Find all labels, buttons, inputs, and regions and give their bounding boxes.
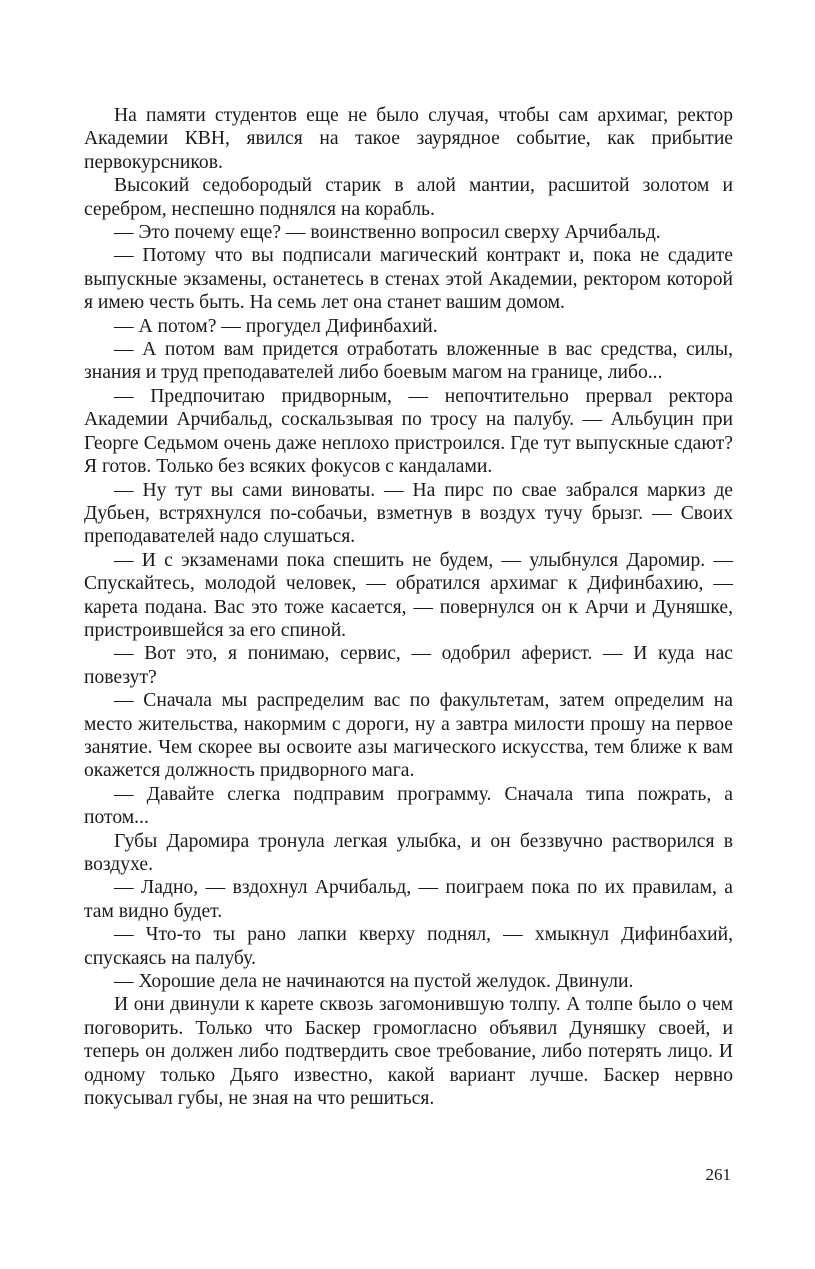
paragraph-14: — Ладно, — вздохнул Арчибальд, — поиграем пока по их правилам, а там видно будет. [84,877,733,922]
paragraph-7: — Предпочитаю придворным, — непочтительно прервал ректора Академии Арчибальд, соскальзывая по тросу на палубу. — Альбуцин при Георге Седьмом очень даже неплохо пристроился. Где тут выпускные сдают? Я готов. Только без всяких фокусов с кандалами. [84,385,733,478]
paragraph-2: Высокий седобородый старик в алой мантии, расшитой золотом и серебром, неспешно поднялся на корабль. [84,175,733,220]
paragraph-11: — Сначала мы распределим вас по факультетам, затем определим на место жительства, накормим с дороги, ну а завтра милости прошу на первое занятие. Чем скорее вы освоите азы магического искусства, тем ближе к вам окажется должность придворного мага. [84,690,733,782]
paragraph-3: — Это почему еще? — воинственно вопросил сверху Арчибальд. [114,222,661,244]
paragraph-4: — Потому что вы подписали магический контракт и, пока не сдадите выпускные экзамены, останетесь в стенах этой Академии, ректором которой я имею честь быть. На семь лет она станет вашим домом. [84,245,733,314]
paragraph-5: — А потом? — прогудел Дифинбахий. [114,315,438,337]
paragraph-15: — Что-то ты рано лапки кверху поднял, — хмыкнул Дифинбахий, спускаясь на палубу. [84,924,733,969]
paragraph-17: И они двинули к карете сквозь загомонившую толпу. А толпе было о чем поговорить. Только что Баскер громогласно объявил Дуняшку своей, и теперь он должен либо подтвердить свое требование, либо потерять лицо. И одному только Дьяго известно, какой вариант лучше. Баскер нервно покусывал губы, не зная на что решиться. [84,994,733,1110]
body-text [84,104,733,1110]
paragraph-16: — Хорошие дела не начинаются на пустой желудок. Двинули. [114,971,634,993]
page-number: 261 [705,1165,731,1184]
paragraph-8: — Ну тут вы сами виноваты. — На пирс по свае забрался маркиз де Дубьен, встряхнулся по-собачьи, взметнув в воздух тучу брызг. — Своих преподавателей надо слушаться. [84,479,733,548]
paragraph-12: — Давайте слегка подправим программу. Сначала типа пожрать, а потом... [84,783,733,829]
paragraph-10: — Вот это, я понимаю, сервис, — одобрил аферист. — И куда нас повезут? [84,643,733,688]
paragraph-1: На памяти студентов еще не было случая, чтобы сам архимаг, ректор Академии КВН, явился на такое заурядное событие, как прибытие первокурсников. [84,105,733,173]
paragraph-13: Губы Даромира тронула легкая улыбка, и он беззвучно растворился в воздухе. [84,830,733,875]
paragraph-6: — А потом вам придется отработать вложенные в вас средства, силы, знания и труд преподавателей либо боевым магом на границе, либо... [84,339,733,384]
paragraph-9: — И с экзаменами пока спешить не будем, — улыбнулся Даромир. — Спускайтесь, молодой человек, — обратился архимаг к Дифинбахию, — карета подана. Вас это тоже касается, — повернулся он к Арчи и Дуняшке, пристроившейся за его спиной. [84,549,733,641]
